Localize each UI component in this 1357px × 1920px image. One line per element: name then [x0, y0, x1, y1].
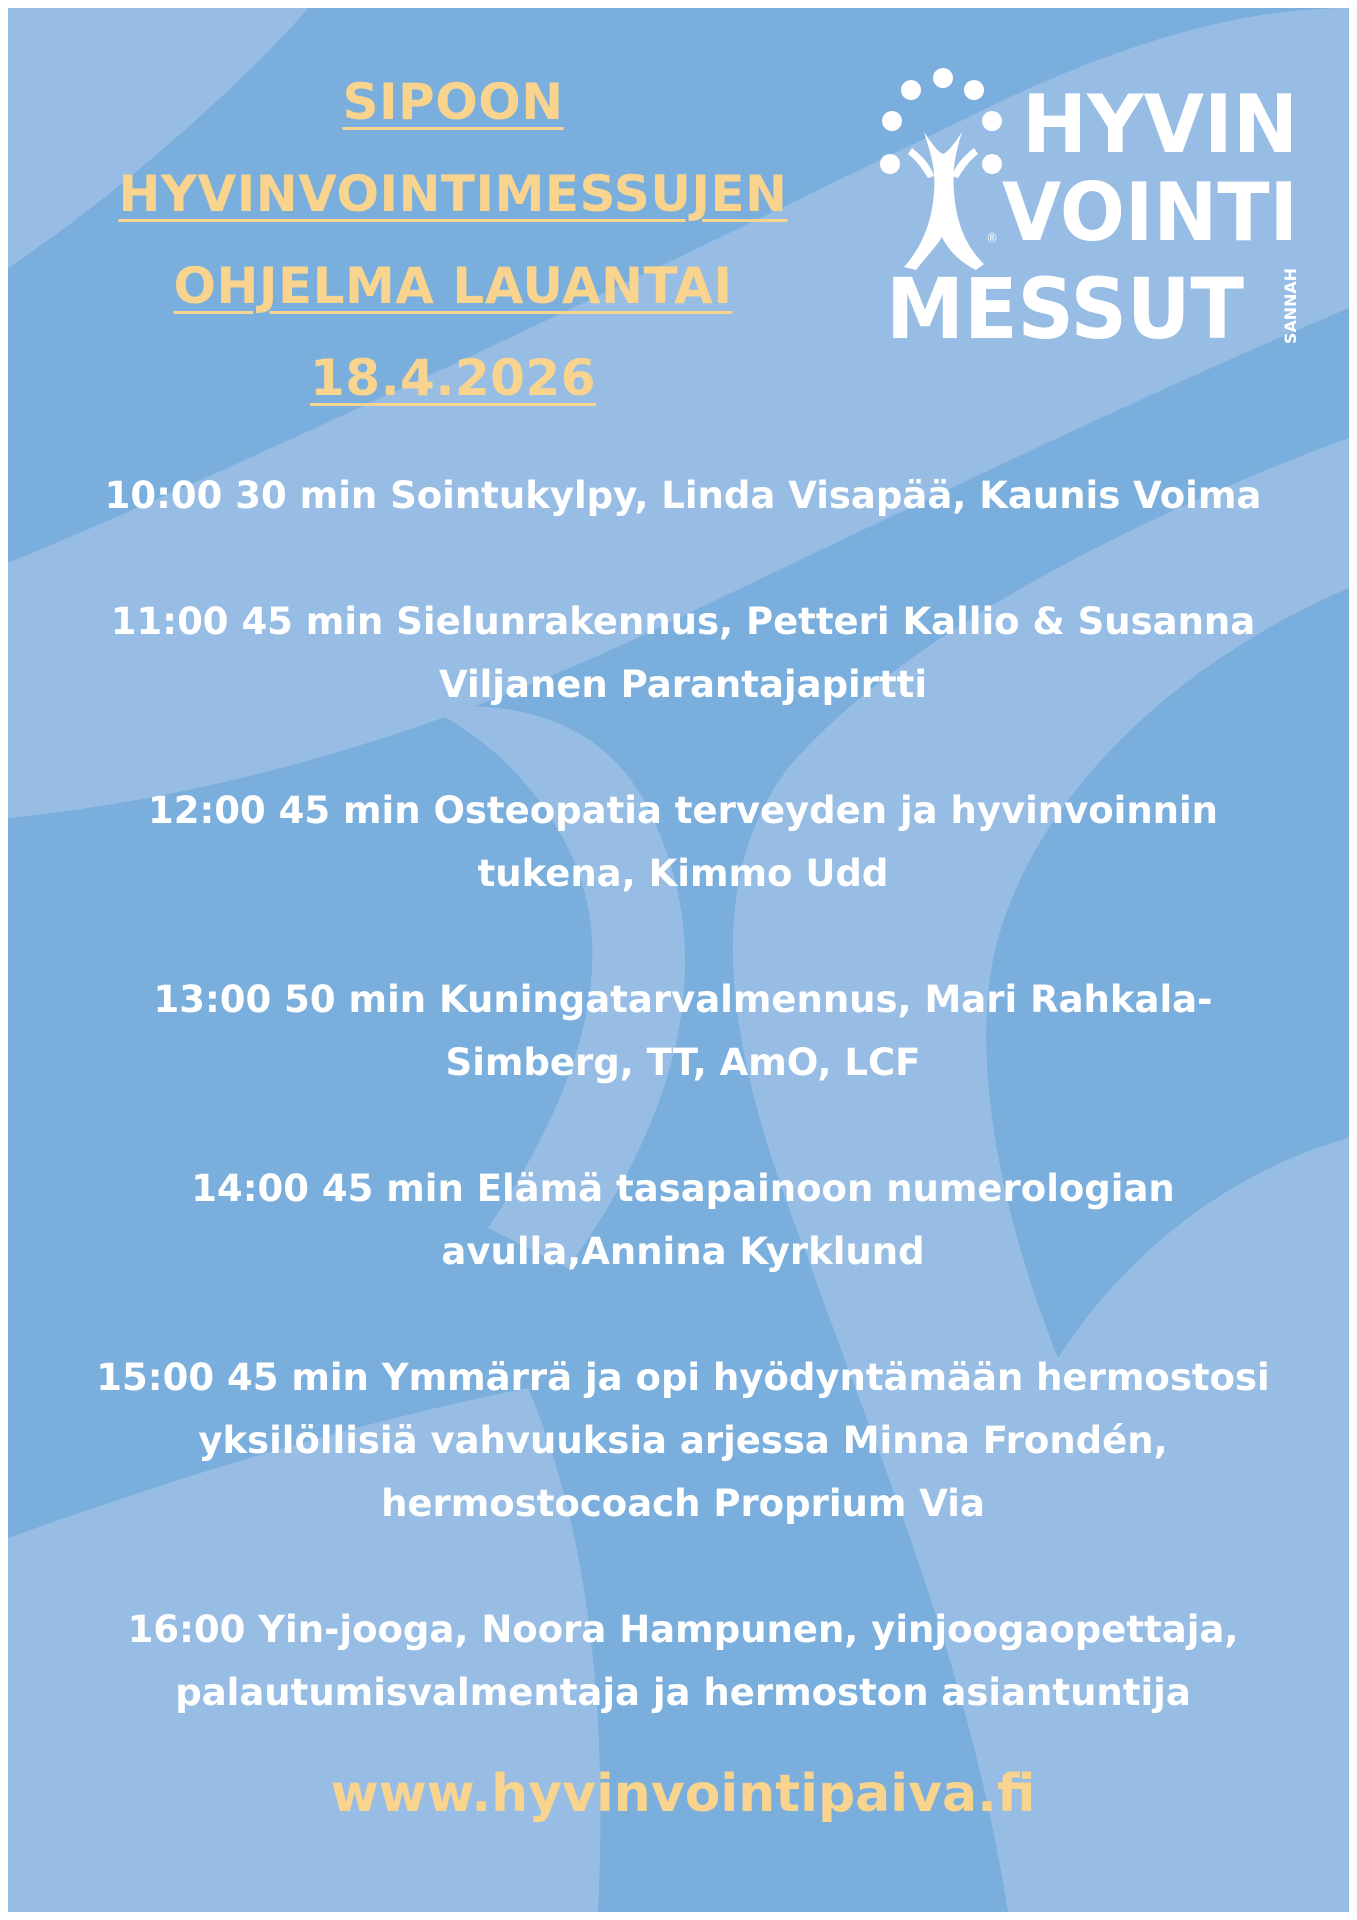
- schedule-line: 13:00 50 min Kuningatarvalmennus, Mari Rahkala-: [153, 978, 1213, 1021]
- tree-icon: [880, 68, 1002, 270]
- schedule-line: 16:00 Yin-jooga, Noora Hampunen, yinjoogaopettaja,: [127, 1608, 1239, 1651]
- schedule-line: Viljanen Parantajapirtti: [438, 663, 928, 706]
- schedule-item: [88, 1598, 1278, 1724]
- schedule-line: Simberg, TT, AmO, LCF: [445, 1041, 921, 1084]
- schedule-line: 15:00 45 min Ymmärrä ja opi hyödyntämään hermostosi: [96, 1356, 1270, 1399]
- logo-word-vointi: VOINTI: [1002, 166, 1298, 259]
- schedule-line: 14:00 45 min Elämä tasapainoon numerologian: [191, 1167, 1175, 1210]
- schedule-line: 10:00 30 min Sointukylpy, Linda Visapää, Kaunis Voima: [104, 474, 1262, 517]
- schedule-item: [88, 1157, 1278, 1283]
- logo-side-text: SANNAH: [1281, 267, 1300, 344]
- title-line: SIPOON: [342, 73, 564, 131]
- schedule-item: [88, 464, 1278, 527]
- schedule-line: hermostocoach Proprium Via: [381, 1482, 985, 1525]
- program-schedule: [88, 464, 1278, 1787]
- title-line: 18.4.2026: [309, 349, 597, 407]
- schedule-item: [88, 1346, 1278, 1535]
- title-line: HYVINVOINTIMESSUJEN: [118, 165, 788, 223]
- schedule-line: 11:00 45 min Sielunrakennus, Petteri Kallio & Susanna: [110, 600, 1256, 643]
- hyvinvointimessut-logo: [864, 52, 1314, 352]
- schedule-item: [88, 590, 1278, 716]
- schedule-line: yksilöllisiä vahvuuksia arjessa Minna Frondén,: [198, 1419, 1168, 1462]
- poster: [8, 8, 1349, 1912]
- event-title: [68, 56, 838, 424]
- logo-word-messut: MESSUT: [886, 260, 1244, 352]
- schedule-item: [88, 968, 1278, 1094]
- schedule-line: palautumisvalmentaja ja hermoston asiantuntija: [175, 1671, 1191, 1714]
- schedule-line: avulla,Annina Kyrklund: [441, 1230, 925, 1273]
- logo-word-hyvin: HYVIN: [1022, 78, 1298, 171]
- registered-mark: ®: [986, 231, 998, 245]
- schedule-line: tukena, Kimmo Udd: [477, 852, 889, 895]
- schedule-line: 12:00 45 min Osteopatia terveyden ja hyvinvoinnin: [147, 789, 1219, 832]
- title-line: OHJELMA LAUANTAI: [173, 257, 733, 315]
- schedule-item: [88, 779, 1278, 905]
- website-link[interactable]: www.hyvinvointipaiva.fi: [330, 1764, 1036, 1824]
